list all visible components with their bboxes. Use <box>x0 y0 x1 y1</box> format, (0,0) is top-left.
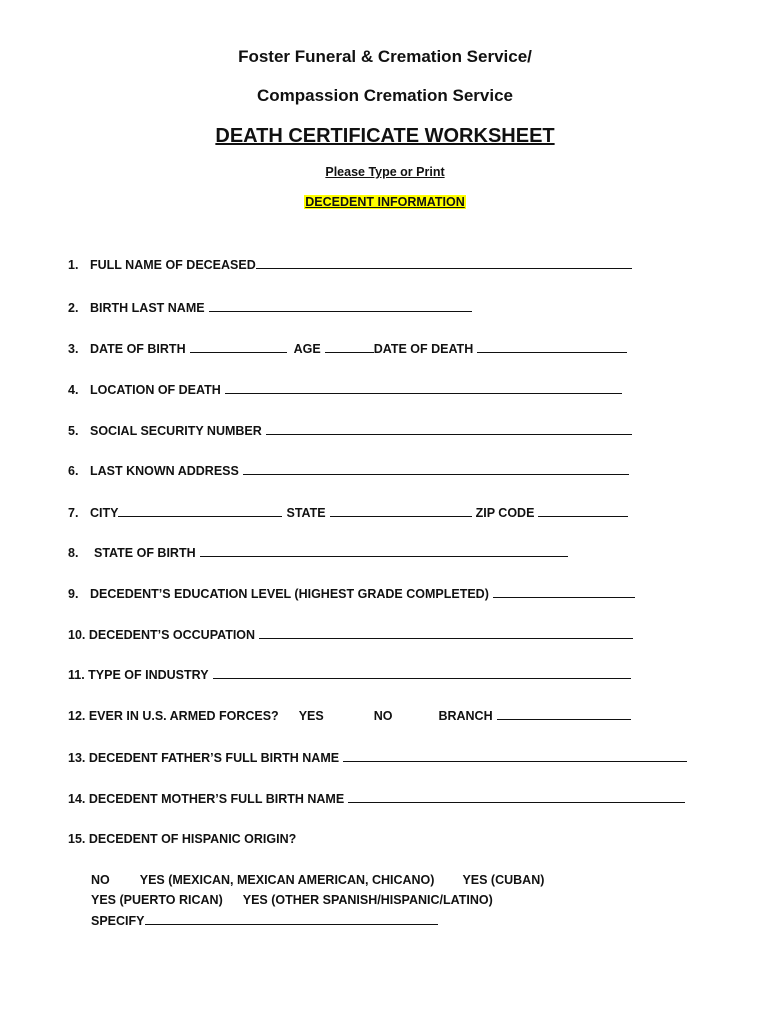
age-blank[interactable] <box>325 341 374 353</box>
father-name-blank[interactable] <box>343 750 687 762</box>
armed-forces-no[interactable]: NO <box>373 709 393 723</box>
occupation-blank[interactable] <box>259 627 633 639</box>
branch-label: BRANCH <box>438 709 493 723</box>
field-label: 15. DECEDENT OF HISPANIC ORIGIN? <box>68 832 297 846</box>
field-state-of-birth <box>68 545 568 561</box>
cremation-service-name: Compassion Cremation Service <box>256 86 514 105</box>
section-heading-label: DECEDENT INFORMATION <box>305 195 465 209</box>
field-label: FULL NAME OF DECEASED <box>90 258 256 272</box>
field-birth-last-name <box>68 300 472 316</box>
field-full-name <box>68 257 632 273</box>
hispanic-specify-row <box>91 913 438 929</box>
state-label: STATE <box>286 506 326 520</box>
specify-label: SPECIFY <box>91 914 145 928</box>
field-number: 4. <box>68 383 79 397</box>
field-label: DATE OF BIRTH <box>90 342 186 356</box>
page-title: DEATH CERTIFICATE WORKSHEET <box>215 125 555 147</box>
field-label: LOCATION OF DEATH <box>90 383 221 397</box>
field-label: 13. DECEDENT FATHER’S FULL BIRTH NAME <box>68 751 340 765</box>
education-blank[interactable] <box>493 586 635 598</box>
field-location-of-death <box>68 382 622 398</box>
field-number: 9. <box>68 587 79 601</box>
hispanic-option-cuban[interactable]: YES (CUBAN) <box>462 873 545 887</box>
field-number: 5. <box>68 424 79 438</box>
hispanic-option-mexican[interactable]: YES (MEXICAN, MEXICAN AMERICAN, CHICANO) <box>139 873 435 887</box>
zip-blank[interactable] <box>538 505 628 517</box>
specify-blank[interactable] <box>145 913 438 925</box>
birth-last-name-blank[interactable] <box>209 300 472 312</box>
branch-blank[interactable] <box>497 708 631 720</box>
state-of-birth-blank[interactable] <box>200 545 568 557</box>
field-label: DECEDENT’S EDUCATION LEVEL (HIGHEST GRADE COMPLETED) <box>90 587 489 601</box>
industry-blank[interactable] <box>213 667 631 679</box>
field-number: 7. <box>68 506 79 520</box>
full-name-blank[interactable] <box>256 257 632 269</box>
armed-forces-yes[interactable]: YES <box>298 709 324 723</box>
field-ssn <box>68 423 632 439</box>
date-of-death-label: DATE OF DEATH <box>373 342 474 356</box>
city-blank[interactable] <box>118 505 282 517</box>
date-of-death-blank[interactable] <box>477 341 627 353</box>
field-label: 12. EVER IN U.S. ARMED FORCES? <box>68 709 279 723</box>
section-heading <box>0 195 770 209</box>
mother-name-blank[interactable] <box>348 791 685 803</box>
state-blank[interactable] <box>330 505 472 517</box>
field-number: 1. <box>68 258 79 272</box>
last-address-blank[interactable] <box>243 463 629 475</box>
field-label: 10. DECEDENT’S OCCUPATION <box>68 628 256 642</box>
field-hispanic-origin <box>68 831 296 847</box>
field-industry <box>68 667 631 683</box>
funeral-home-name: Foster Funeral & Cremation Service/ <box>238 47 532 66</box>
field-occupation <box>68 627 633 643</box>
field-label: 14. DECEDENT MOTHER’S FULL BIRTH NAME <box>68 792 345 806</box>
field-dates <box>68 341 627 357</box>
field-number: 2. <box>68 301 79 315</box>
zip-label: ZIP CODE <box>475 506 535 520</box>
hispanic-option-other[interactable]: YES (OTHER SPANISH/HISPANIC/LATINO) <box>242 893 493 907</box>
field-mother-name <box>68 791 685 807</box>
field-label: BIRTH LAST NAME <box>90 301 205 315</box>
ssn-blank[interactable] <box>266 423 632 435</box>
city-label: CITY <box>90 506 119 520</box>
field-number: 8. <box>68 546 79 560</box>
field-label: LAST KNOWN ADDRESS <box>90 464 239 478</box>
age-label: AGE <box>293 342 321 356</box>
field-father-name <box>68 750 687 766</box>
field-education <box>68 586 635 602</box>
field-number: 6. <box>68 464 79 478</box>
field-label: SOCIAL SECURITY NUMBER <box>90 424 262 438</box>
field-number: 3. <box>68 342 79 356</box>
hispanic-options-row-1 <box>91 872 544 888</box>
hispanic-options-row-2 <box>91 892 493 908</box>
location-of-death-blank[interactable] <box>225 382 622 394</box>
date-of-birth-blank[interactable] <box>190 341 287 353</box>
field-label: 11. TYPE OF INDUSTRY <box>68 668 209 682</box>
field-armed-forces <box>68 708 631 724</box>
instruction-text: Please Type or Print <box>325 165 445 179</box>
hispanic-option-no[interactable]: NO <box>91 873 110 887</box>
field-last-address <box>68 463 629 479</box>
field-city-state-zip <box>68 505 628 521</box>
field-label: STATE OF BIRTH <box>94 546 196 560</box>
hispanic-option-puerto-rican[interactable]: YES (PUERTO RICAN) <box>91 893 223 907</box>
